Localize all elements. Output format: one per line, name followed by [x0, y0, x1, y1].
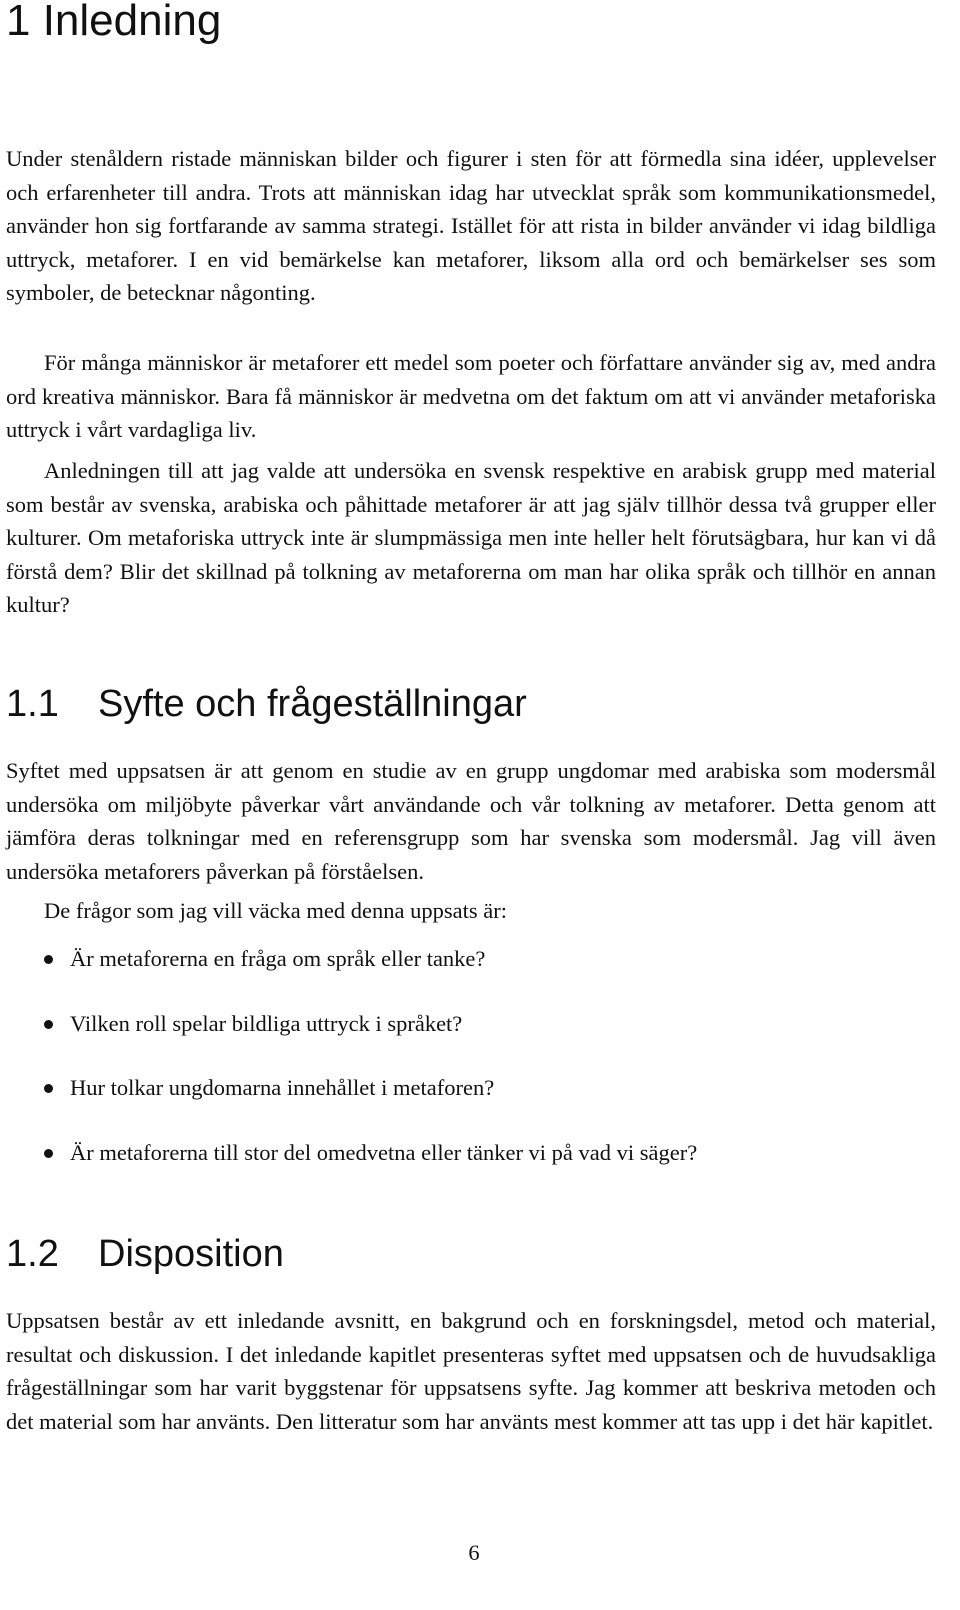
question-text: Är metaforerna till stor del omedvetna eller tänker vi på vad vi säger?	[70, 1139, 698, 1165]
bullet-icon	[44, 1020, 53, 1029]
disposition-paragraph: Uppsatsen består av ett inledande avsnitt, en bakgrund och en forskningsdel, metod och material, resultat och diskussion. I det inledande kapitlet presenteras syftet med uppsatsen och de huvudsakliga frågeställningar som har varit byggstenar för uppsatsens syfte. Jag kommer att beskriva metoden och det material som har använts. Den litteratur som har använts mest kommer att tas upp i det här kapitlet.	[6, 1308, 936, 1434]
question-text: Vilken roll spelar bildliga uttryck i språket?	[70, 1010, 463, 1036]
section-heading-syfte	[6, 682, 527, 726]
section-heading-disposition	[6, 1232, 284, 1276]
page-number: 6	[468, 1540, 480, 1565]
list-item	[6, 942, 697, 976]
questions-intro: De frågor som jag vill väcka med denna uppsats är:	[44, 898, 507, 923]
intro-paragraph-3: Anledningen till att jag valde att undersöka en svensk respektive en arabisk grupp med material som består av svenska, arabiska och påhittade metaforer är att jag själv tillhör dessa två grupper eller kulturer. Om metaforiska uttryck inte är slumpmässiga men inte heller helt förutsägbara, hur kan vi då förstå dem? Blir det skillnad på tolkning av metaforerna om man har olika språk och tillhör en annan kultur?	[6, 458, 936, 618]
question-text: Hur tolkar ungdomarna innehållet i metaforen?	[70, 1075, 495, 1101]
list-item	[6, 1071, 697, 1105]
chapter-heading: 1 Inledning	[6, 0, 222, 45]
intro-paragraph-2: För många människor är metaforer ett medel som poeter och författare använder sig av, med andra ord kreativa människor. Bara få människor är medvetna om det faktum om att vi använder metaforiska uttryck i vårt vardagliga liv.	[6, 350, 936, 443]
intro-paragraph-1: Under stenåldern ristade människan bilder och figurer i sten för att förmedla sina idéer, upplevelser och erfarenheter till andra. Trots att människan idag har utvecklat språk som kommunikationsmedel, använder hon sig fortfarande av samma strategi. Istället för att rista in bilder använder vi idag bildliga uttryck, metaforer. I en vid bemärkelse kan metaforer, liksom alla ord och bemärkelser ses som symboler, de betecknar någonting.	[6, 146, 936, 306]
bullet-icon	[44, 1149, 53, 1158]
section-title: Syfte och frågeställningar	[98, 683, 527, 725]
list-item	[6, 1007, 697, 1041]
bullet-icon	[44, 955, 53, 964]
section-number: 1.1	[6, 683, 59, 725]
bullet-icon	[44, 1084, 53, 1093]
section-title: Disposition	[98, 1233, 284, 1275]
section-number: 1.2	[6, 1233, 59, 1275]
question-text: Är metaforerna en fråga om språk eller tanke?	[70, 946, 486, 971]
list-item	[6, 1136, 697, 1170]
research-questions-list	[6, 942, 697, 1200]
syfte-paragraph: Syftet med uppsatsen är att genom en studie av en grupp ungdomar med arabiska som modersmål undersöka om miljöbyte påverkar vårt användande och vår tolkning av metaforer. Detta genom att jämföra deras tolkningar med en referensgrupp som har svenska som modersmål. Jag vill även undersöka metaforers påverkan på förståelsen.	[6, 758, 936, 884]
